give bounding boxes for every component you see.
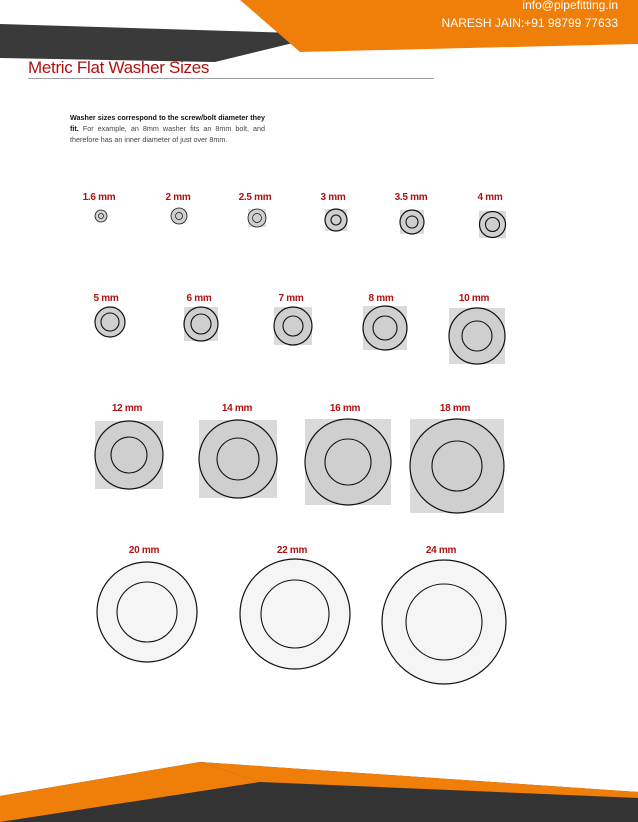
washer-3mm xyxy=(323,207,349,233)
washer-20mm xyxy=(95,560,199,664)
washer-14mm xyxy=(197,418,279,500)
washer-drawing xyxy=(182,305,220,343)
washer-drawing xyxy=(361,304,409,352)
washer-label-2-5mm: 2.5 mm xyxy=(238,192,272,203)
washer-outer-ring xyxy=(95,421,163,489)
washer-drawing xyxy=(238,557,352,671)
washer-drawing xyxy=(408,417,506,515)
washer-5mm xyxy=(93,305,127,339)
washer-label-3mm: 3 mm xyxy=(320,192,346,203)
washer-outer-ring xyxy=(400,210,424,234)
washer-3-5mm xyxy=(398,208,426,236)
footer-band xyxy=(0,752,638,822)
washer-outer-ring xyxy=(171,208,187,224)
washer-outer-ring xyxy=(274,307,312,345)
washer-18mm xyxy=(408,417,506,515)
contact-phone: NARESH JAIN:+91 98799 77633 xyxy=(441,16,618,30)
page-title: Metric Flat Washer Sizes xyxy=(28,58,210,77)
washer-drawing xyxy=(303,417,393,507)
washer-outer-ring xyxy=(240,559,350,669)
washer-label-2mm: 2 mm xyxy=(165,192,191,203)
washer-drawing xyxy=(95,560,199,664)
intro-lead: Washer sizes correspond to the screw/bolt diameter they fit. xyxy=(70,113,265,133)
washer-label-18mm: 18 mm xyxy=(439,403,471,414)
washer-outer-ring xyxy=(449,308,505,364)
washer-outer-ring xyxy=(410,419,504,513)
washer-24mm xyxy=(380,558,508,686)
washer-drawing xyxy=(93,419,165,491)
washer-outer-ring xyxy=(325,209,347,231)
washer-label-22mm: 22 mm xyxy=(276,545,308,556)
washer-label-5mm: 5 mm xyxy=(93,293,119,304)
washer-label-12mm: 12 mm xyxy=(111,403,143,414)
washer-2-5mm xyxy=(246,207,268,229)
intro-body: For example, an 8mm washer fits an 8mm bolt, and therefore has an inner diameter of just over 8mm. xyxy=(70,124,265,144)
washer-2mm xyxy=(169,206,189,226)
title-divider xyxy=(28,78,434,79)
washer-outer-ring xyxy=(248,209,266,227)
washer-outer-ring xyxy=(95,307,125,337)
washer-outer-ring xyxy=(97,562,197,662)
washer-drawing xyxy=(246,207,268,229)
washer-label-7mm: 7 mm xyxy=(278,293,304,304)
washer-label-8mm: 8 mm xyxy=(368,293,394,304)
washer-drawing xyxy=(93,305,127,339)
washer-drawing xyxy=(323,207,349,233)
intro-paragraph xyxy=(70,112,265,145)
washer-drawing xyxy=(447,306,507,366)
washer-12mm xyxy=(93,419,165,491)
washer-outer-ring xyxy=(184,307,218,341)
washer-drawing xyxy=(272,305,314,347)
washer-16mm xyxy=(303,417,393,507)
washer-drawing xyxy=(398,208,426,236)
washer-6mm xyxy=(182,305,220,343)
washer-1-6mm xyxy=(93,208,109,224)
washer-label-14mm: 14 mm xyxy=(221,403,253,414)
washer-label-20mm: 20 mm xyxy=(128,545,160,556)
washer-label-24mm: 24 mm xyxy=(425,545,457,556)
washer-drawing xyxy=(93,208,109,224)
washer-outer-ring xyxy=(199,420,277,498)
washer-label-16mm: 16 mm xyxy=(329,403,361,414)
washer-outer-ring xyxy=(479,211,505,237)
washer-outer-ring xyxy=(305,419,391,505)
washer-label-1-6mm: 1.6 mm xyxy=(82,192,116,203)
washer-label-4mm: 4 mm xyxy=(477,192,503,203)
washer-outer-ring xyxy=(95,210,107,222)
washer-22mm xyxy=(238,557,352,671)
contact-email[interactable]: info@pipefitting.in xyxy=(522,0,618,12)
washer-label-6mm: 6 mm xyxy=(186,293,212,304)
washer-outer-ring xyxy=(382,560,506,684)
washer-drawing xyxy=(197,418,279,500)
washer-label-10mm: 10 mm xyxy=(458,293,490,304)
washer-outer-ring xyxy=(363,306,407,350)
washer-7mm xyxy=(272,305,314,347)
washer-10mm xyxy=(447,306,507,366)
washer-8mm xyxy=(361,304,409,352)
washer-drawing xyxy=(380,558,508,686)
washer-label-3-5mm: 3.5 mm xyxy=(394,192,428,203)
washer-drawing xyxy=(477,209,508,240)
washer-4mm xyxy=(477,209,508,240)
washer-drawing xyxy=(169,206,189,226)
